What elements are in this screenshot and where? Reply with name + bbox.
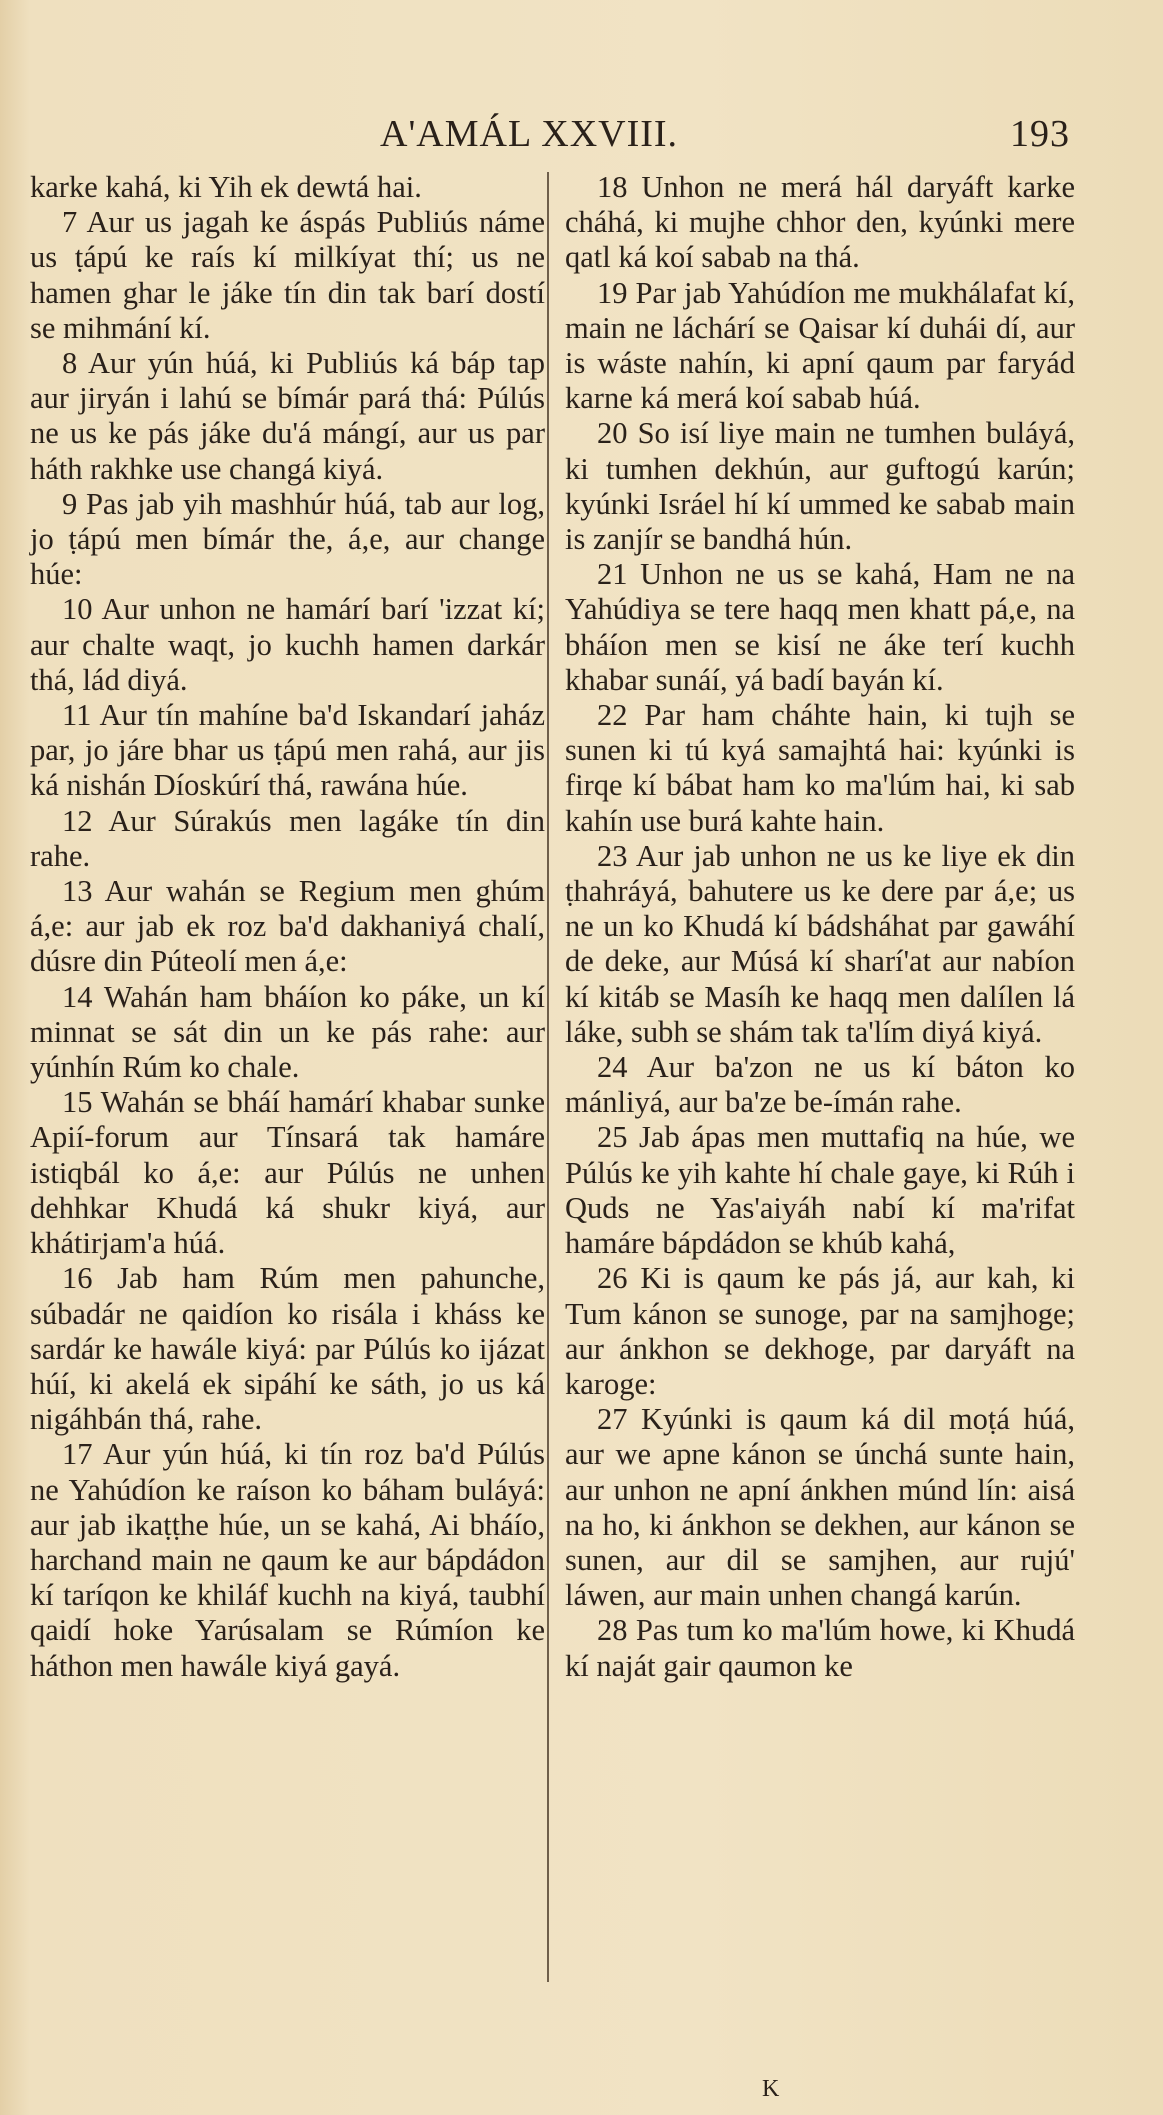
column-divider [547,172,549,1982]
verse-paragraph: 26 Ki is qaum ke pás já, aur kah, ki Tum kánon se sunoge, par na samjhoge; aur ánkhon se dekhoge, par daryáft na karoge: [565,1261,1075,1401]
verse-paragraph: 16 Jab ham Rúm men pahunche, súbadár ne qaidíon ko risála i kháss ke sardár ke hawále kiyá: par Púlús ko ijázat húí, ki akelá ek sipáhí ke sáth, jo us ká nigáhbán thá, rahe. [30,1261,545,1437]
verse-paragraph: 22 Par ham cháhte hain, ki tujh se sunen ki tú kyá samajhtá hai: kyúnki is firqe kí bábat ham ko ma'lúm hai, ki sab kahín use burá kahte hain. [565,698,1075,838]
left-column [30,170,545,1684]
verse-paragraph: 11 Aur tín mahíne ba'd Iskandarí jaház par, jo járe bhar us ṭápú men rahá, aur jis ká nishán Díoskúrí thá, rawána húe. [30,698,545,803]
verse-paragraph: 8 Aur yún húá, ki Publiús ká báp tap aur jiryán i lahú se bímár pará thá: Púlús ne us ke pás jáke du'á mángí, aur us par háth rakhke use changá kiyá. [30,346,545,486]
verse-paragraph: karke kahá, ki Yih ek dewtá hai. [30,170,422,204]
verse-paragraph: 23 Aur jab unhon ne us ke liye ek din ṭhahráyá, bahutere us ke dere par á,e; us ne un ko Khudá kí bádsháhat par gawáhí de deke, aur Músá kí sharí'at aur nabíon kí kitáb se Masíh ke haqq men dalílen lá láke, subh se shám tak ta'lím diyá kiyá. [565,838,1075,1049]
verse-paragraph: 19 Par jab Yahúdíon me mukhálafat kí, main ne láchárí se Qaisar kí duhái dí, aur is wáste nahín, ki apní qaum par faryád karne ká merá koí sabab húá. [565,275,1075,416]
verse-paragraph: 7 Aur us jagah ke áspás Publiús náme us ṭápú ke raís kí milkíyat thí; us ne hamen ghar le jáke tín din tak barí dostí se mihmání kí. [30,205,545,345]
verse-paragraph: 21 Unhon ne us se kahá, Ham ne na Yahúdiya se tere haqq men khatt pá,e, na bháíon men se kisí ne áke terí kuchh khabar sunáí, yá badí bayán kí. [565,557,1075,697]
verse-paragraph: 25 Jab ápas men muttafiq na húe, we Púlús ke yih kahte hí chale gaye, ki Rúh i Quds ne Yas'aiyáh nabí kí ma'rifat hamáre bápdádon se khúb kahá, [565,1120,1075,1261]
right-column [565,170,1075,1684]
verse-paragraph: 17 Aur yún húá, ki tín roz ba'd Púlús ne Yahúdíon ke raíson ko báham buláyá: aur jab ikaṭṭhe húe, un se kahá, Ai bháío, harchand main ne qaum ke aur bápdádon kí taríqon ke khiláf kuchh na kiyá, taubhí qaidí hoke Yarúsalam se Rúmíon ke háthon men hawále kiyá gayá. [30,1437,545,1683]
running-head [380,112,1070,172]
verse-paragraph: 15 Wahán se bháí hamárí khabar sunke Apií-forum aur Tínsará tak hamáre istiqbál ko á,e: aur Púlús ne unhen dehhkar Khudá ká shukr kiyá, aur khátirjam'a húá. [30,1085,545,1261]
verse-paragraph: 27 Kyúnki is qaum ká dil moṭá húá, aur we apne kánon se únchá sunte hain, aur unhon ne apní ánkhen múnd lín: aisá na ho, ki ánkhon se dekhen, aur kánon se sunen, aur dil se samjhen, aur rujú' láwen, aur main unhen changá karún. [565,1402,1075,1613]
verse-paragraph: 12 Aur Súrakús men lagáke tín din rahe. [30,803,545,873]
page-number: 193 [1010,113,1070,155]
verse-paragraph: 10 Aur unhon ne hamárí barí 'izzat kí; aur chalte waqt, jo kuchh hamen darkár thá, lád diyá. [30,592,545,697]
verse-paragraph: 14 Wahán ham bháíon ko páke, un kí minnat se sát din un ke pás rahe: aur yúnhín Rúm ko chale. [30,979,545,1085]
verse-paragraph: 24 Aur ba'zon ne us kí báton ko mánliyá, aur ba'ze be-ímán rahe. [565,1050,1075,1120]
verse-paragraph: 9 Pas jab yih mashhúr húá, tab aur log, jo ṭápú men bímár the, á,e, aur change húe: [30,486,545,592]
verse-paragraph: 28 Pas tum ko ma'lúm howe, ki Khudá kí naját gair qaumon ke [565,1613,1075,1683]
verse-paragraph: 20 So isí liye main ne tumhen buláyá, ki tumhen dekhún, aur guftogú karún; kyúnki Isráel hí kí ummed ke sabab main is zanjír se bandhá hún. [565,416,1075,557]
signature-mark: K [762,2076,781,2102]
running-title: A'AMÁL XXVIII. [380,113,679,155]
verse-paragraph: 13 Aur wahán se Regium men ghúm á,e: aur jab ek roz ba'd dakhaniyá chalí, dúsre din Púteolí men á,e: [30,874,545,979]
verse-paragraph: 18 Unhon ne merá hál daryáft karke cháhá, ki mujhe chhor den, kyúnki mere qatl ká koí sabab na thá. [565,170,1075,275]
